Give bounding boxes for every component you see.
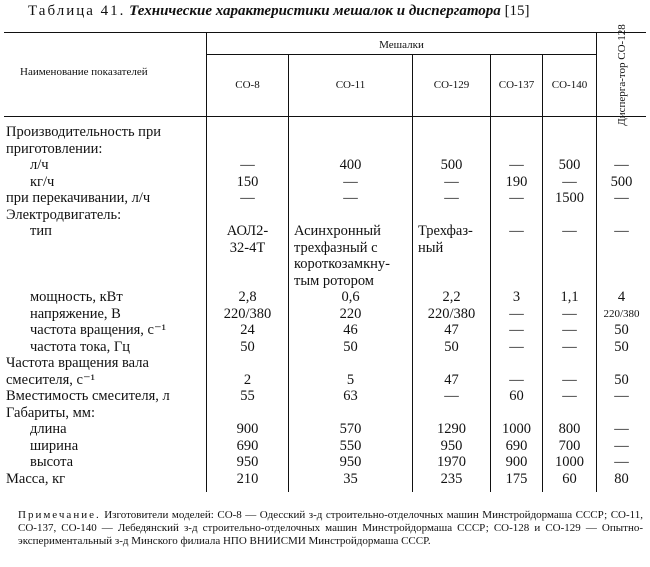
group-under-rule <box>207 54 596 55</box>
table-cell: — <box>562 305 577 322</box>
table-cell: 950 <box>236 454 259 470</box>
table-cell: 690 <box>505 437 528 454</box>
table-cell: — <box>444 173 459 190</box>
table-cell: Трехфаз- <box>418 223 473 239</box>
table-cell: — <box>614 157 629 173</box>
table-cell: 80 <box>614 470 629 487</box>
table-cell: — <box>509 338 524 355</box>
table-note <box>18 509 643 548</box>
table-cell: 2,8 <box>238 289 257 305</box>
table-cell: 220 <box>339 305 362 322</box>
row-label: Масса, кг <box>6 470 66 487</box>
table-cell: 1290 <box>437 421 466 437</box>
table-cell: — <box>614 421 629 437</box>
table-cell: 150 <box>236 173 259 190</box>
table-cell: 950 <box>339 454 362 470</box>
table-cell: 5 <box>346 371 355 388</box>
table-cell: — <box>444 388 459 404</box>
table-cell: 220/380 <box>427 305 476 322</box>
model-header-so-11: СО-11 <box>335 79 366 91</box>
table-cell: 50 <box>614 338 629 355</box>
note-heading: Примечание. <box>18 509 101 521</box>
table-cell: трехфазный с <box>294 239 378 256</box>
table-cell: 900 <box>505 454 528 470</box>
table-cell: 550 <box>339 437 362 454</box>
table-cell: 50 <box>343 338 358 355</box>
table-cell: — <box>509 371 524 388</box>
table-cell: 4 <box>617 289 626 305</box>
table-cell: 500 <box>440 157 463 173</box>
table-cell: — <box>614 454 629 470</box>
model-header-so-8: СО-8 <box>235 79 260 91</box>
table-top-rule <box>4 32 646 33</box>
table-cell: — <box>240 157 255 173</box>
table-cell: — <box>562 173 577 190</box>
table-cell: 700 <box>558 437 581 454</box>
table-cell: ный <box>418 239 444 256</box>
table-cell: 500 <box>610 173 633 190</box>
table-cell: 60 <box>562 470 577 487</box>
row-label: высота <box>30 454 74 470</box>
table-cell: 190 <box>505 173 528 190</box>
header-bottom-rule <box>4 116 646 117</box>
row-label: частота тока, Гц <box>30 338 130 355</box>
disperser-header: Дисперга-тор СО-128 <box>616 24 628 126</box>
table-cell: — <box>509 223 524 239</box>
table-cell: 500 <box>558 157 581 173</box>
table-cell: 690 <box>236 437 259 454</box>
table-cell: 50 <box>614 322 629 338</box>
table-cell: — <box>562 371 577 388</box>
table-cell: 60 <box>509 388 524 404</box>
table-cell: 35 <box>343 470 358 487</box>
table-cell: — <box>562 322 577 338</box>
table-cell: 50 <box>444 338 459 355</box>
table-cell: — <box>562 338 577 355</box>
table-cell: тым ротором <box>294 272 374 289</box>
table-cell: 1,1 <box>560 289 579 305</box>
table-cell: 24 <box>240 322 255 338</box>
table-cell: 0,6 <box>341 289 360 305</box>
table-cell: 32-4Т <box>229 239 266 256</box>
row-label: напряжение, В <box>30 305 121 322</box>
row-label: при перекачивании, л/ч <box>6 190 151 206</box>
row-label: Производительность при <box>6 124 161 140</box>
table-cell: — <box>509 190 524 206</box>
row-label: л/ч <box>30 157 49 173</box>
table-cell: — <box>240 190 255 206</box>
table-cell: — <box>509 157 524 173</box>
table-cell: 175 <box>505 470 528 487</box>
table-cell: 47 <box>444 322 459 338</box>
table-cell: 1000 <box>555 454 584 470</box>
table-cell: — <box>614 223 629 239</box>
table-cell: 800 <box>558 421 581 437</box>
table-title: Технические характеристики мешалок и диспергатора <box>129 3 501 19</box>
table-cell: — <box>562 223 577 239</box>
table-cell: 63 <box>343 388 358 404</box>
row-label: ширина <box>30 437 79 454</box>
table-cell: 1500 <box>555 190 584 206</box>
row-label: частота вращения, с⁻¹ <box>30 322 166 338</box>
table-cell: 50 <box>240 338 255 355</box>
param-column-header: Наименование показателей <box>20 66 148 78</box>
table-cell: — <box>614 388 629 404</box>
table-cell: 2 <box>243 371 252 388</box>
row-label: мощность, кВт <box>30 289 123 305</box>
model-header-so-129: СО-129 <box>433 79 470 91</box>
table-cell: — <box>343 173 358 190</box>
row-label: длина <box>30 421 67 437</box>
table-cell: АОЛ2- <box>226 223 269 239</box>
table-cell: 210 <box>236 470 259 487</box>
table-cell: 950 <box>440 437 463 454</box>
table-cell: 1000 <box>502 421 531 437</box>
row-label: смесителя, с⁻¹ <box>6 371 95 388</box>
note-text: Изготовители моделей: СО-8 — Одесский з-д строительно-отделочных машин Минстройдормаша СССР; СО-11, СО-137, СО-140 — Лебедянский з-д строительно-отделочных машин Минстройдормаша СССР; СО-128 и СО-129 — Опытно-экспериментальный з-д Минского филиала НПО ВНИИСМИ Минстройдормаша СССР. <box>18 509 643 547</box>
row-label: Электродвигатель: <box>6 206 122 223</box>
mixers-group-header: Мешалки <box>379 39 424 51</box>
row-label: кг/ч <box>30 173 55 190</box>
table-cell: — <box>444 190 459 206</box>
table-cell: 570 <box>339 421 362 437</box>
table-cell: 235 <box>440 470 463 487</box>
table-cell: 220/380 <box>223 305 272 322</box>
row-label: приготовлении: <box>6 140 103 157</box>
table-cell: — <box>509 305 524 322</box>
model-header-so-140: СО-140 <box>551 79 588 91</box>
table-cell: 55 <box>240 388 255 404</box>
table-cell: короткозамкну- <box>294 256 390 272</box>
table-caption <box>28 3 638 20</box>
table-cell: — <box>562 388 577 404</box>
table-cell: — <box>343 190 358 206</box>
row-label: Габариты, мм: <box>6 404 95 421</box>
table-reference: [15] <box>504 3 530 19</box>
table-cell: — <box>614 437 629 454</box>
table-cell: — <box>509 322 524 338</box>
table-cell: 2,2 <box>442 289 461 305</box>
table-cell: Асинхронный <box>294 223 381 239</box>
row-label: тип <box>30 223 52 239</box>
table-number: Таблица 41. <box>28 3 126 19</box>
table-cell: 900 <box>236 421 259 437</box>
table-cell: 1970 <box>437 454 466 470</box>
table-cell: — <box>614 190 629 206</box>
table-cell: 3 <box>512 289 521 305</box>
row-label: Частота вращения вала <box>6 355 149 371</box>
row-label: Вместимость смесителя, л <box>6 388 170 404</box>
model-header-so-137: СО-137 <box>498 79 535 91</box>
table-cell: 50 <box>614 371 629 388</box>
table-cell: 220/380 <box>603 307 640 320</box>
table-cell: 47 <box>444 371 459 388</box>
table-cell: 400 <box>339 157 362 173</box>
table-cell: 46 <box>343 322 358 338</box>
